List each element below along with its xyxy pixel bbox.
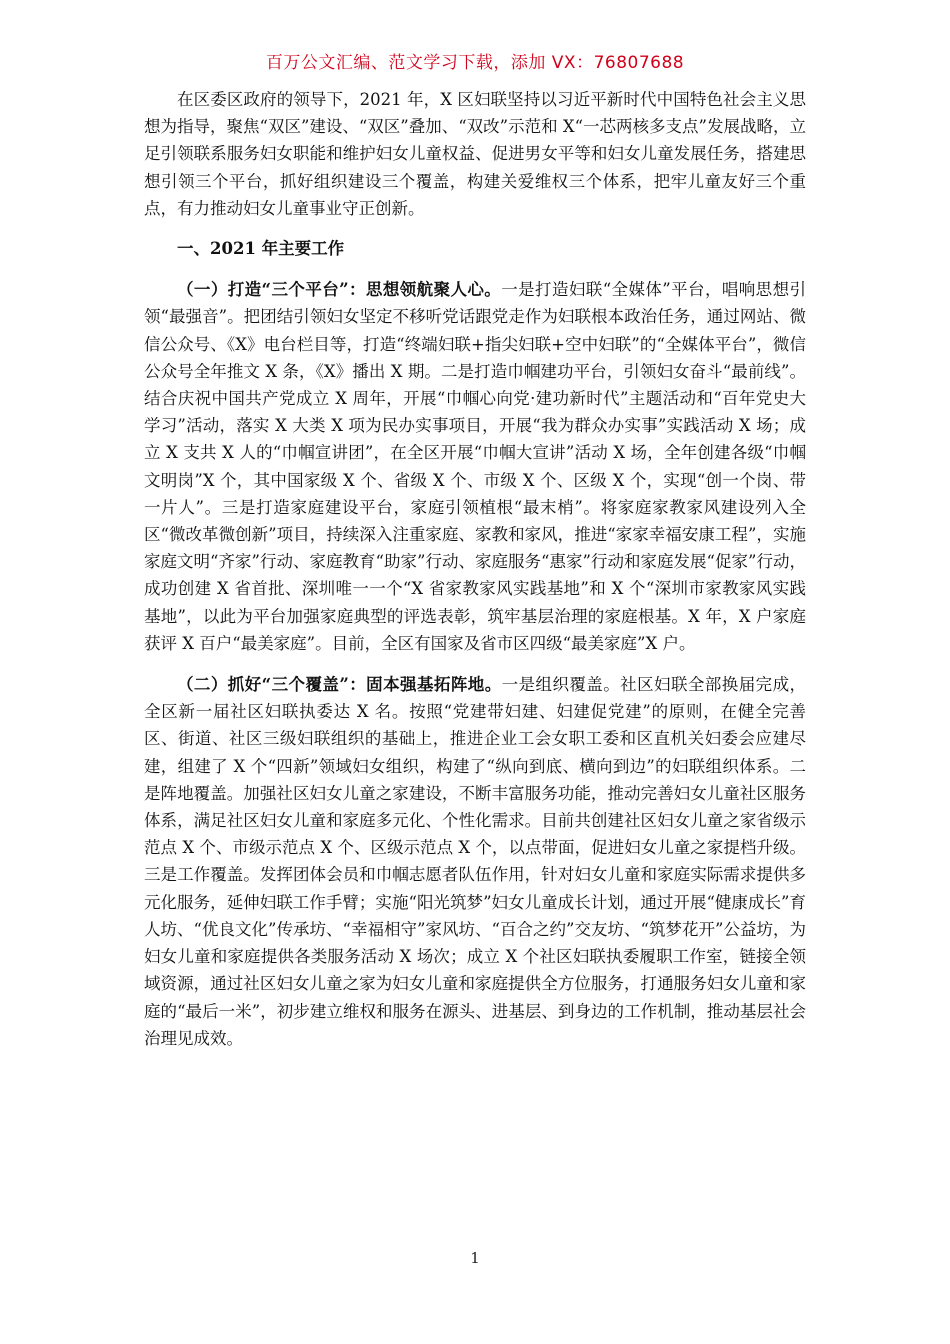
intro-paragraph: 在区委区政府的领导下，2021 年，X 区妇联坚持以习近平新时代中国特色社会主义思想为指导，聚焦“双区”建设、“双区”叠加、“双改”示范和 X“一芯两核多支点”发展战略，立足引领联系服务妇女职能和维护妇女儿童权益、促进男女平等和妇女儿童发展任务，搭建思想引领三个平台，抓好组织建设三个覆盖，构建关爱维权三个体系，把牢儿童友好三个重点，有力推动妇女儿童事业守正创新。 — [144, 90, 806, 218]
paragraph-lead: （一）打造“三个平台”：思想领航聚人心。 — [177, 280, 502, 300]
section-heading: 一、2021 年主要工作 — [177, 239, 345, 259]
paragraph-coverage — [144, 671, 806, 1052]
document-body — [144, 86, 806, 1052]
page-number: 1 — [470, 1249, 480, 1267]
paragraph-platforms — [144, 276, 806, 657]
promo-banner: 百万公文汇编、范文学习下载，添加 VX：76807688 — [265, 53, 685, 73]
paragraph-body: 一是组织覆盖。社区妇联全部换届完成，全区新一届社区妇联执委达 X 名。按照“党建带妇建、妇建促党建”的原则，在健全完善区、街道、社区三级妇联组织的基础上，推进企业工会女职工委和区直机关妇委会应建尽建，组建了 X 个“四新”领域妇女组织，构建了“纵向到底、横向到边”的妇联组织体系。二是阵地覆盖。加强社区妇女儿童之家建设，不断丰富服务功能，推动完善妇女儿童社区服务体系，满足社区妇女儿童和家庭多元化、个性化需求。目前共创建社区妇女儿童之家省级示范点 X 个、市级示范点 X 个、区级示范点 X 个，以点带面，促进妇女儿童之家提档升级。三是工作覆盖。发挥团体会员和巾帼志愿者队伍作用，针对妇女儿童和家庭实际需求提供多元化服务，延伸妇联工作手臂；实施“阳光筑梦”妇女儿童成长计划，通过开展“健康成长”育人坊、“优良文化”传承坊、“幸福相守”家风坊、“百合之约”交友坊、“筑梦花开”公益坊，为妇女儿童和家庭提供各类服务活动 X 场次；成立 X 个社区妇联执委履职工作室，链接全领域资源，通过社区妇女儿童之家为妇女儿童和家庭提供全方位服务，打通服务妇女儿童和家庭的“最后一米”，初步建立维权和服务在源头、进基层、到身边的工作机制，推动基层社会治理见成效。 — [144, 675, 806, 1048]
paragraph-body: 一是打造妇联“全媒体”平台，唱响思想引领“最强音”。把团结引领妇女坚定不移听党话跟党走作为妇联根本政治任务，通过网站、微信公众号、《X》电台栏目等，打造“终端妇联+指尖妇联+空中妇联”的“全媒体平台”，微信公众号全年推文 X 条，《X》播出 X 期。二是打造巾帼建功平台，引领妇女奋斗“最前线”。结合庆祝中国共产党成立 X 周年，开展“巾帼心向党·建功新时代”主题活动和“百年党史大学习”活动，落实 X 大类 X 项为民办实事项目，开展“我为群众办实事”实践活动 X 场；成立 X 支共 X 人的“巾帼宣讲团”，在全区开展“巾帼大宣讲”活动 X 场，全年创建各级“巾帼文明岗”X 个，其中国家级 X 个、省级 X 个、市级 X 个、区级 X 个，实现“创一个岗、带一片人”。三是打造家庭建设平台，家庭引领植根“最末梢”。将家庭家教家风建设列入全区“微改革微创新”项目，持续深入注重家庭、家教和家风，推进“家家幸福安康工程”，实施家庭文明“齐家”行动、家庭教育“助家”行动、家庭服务“惠家”行动和家庭发展“促家”行动，成功创建 X 省首批、深圳唯一一个“X 省家教家风实践基地”和 X 个“深圳市家教家风实践基地”，以此为平台加强家庭典型的评选表彰，筑牢基层治理的家庭根基。X 年，X 户家庭获评 X 百户“最美家庭”。目前，全区有国家及省市区四级“最美家庭”X 户。 — [144, 280, 806, 653]
paragraph-lead: （二）抓好“三个覆盖”：固本强基拓阵地。 — [177, 675, 502, 695]
